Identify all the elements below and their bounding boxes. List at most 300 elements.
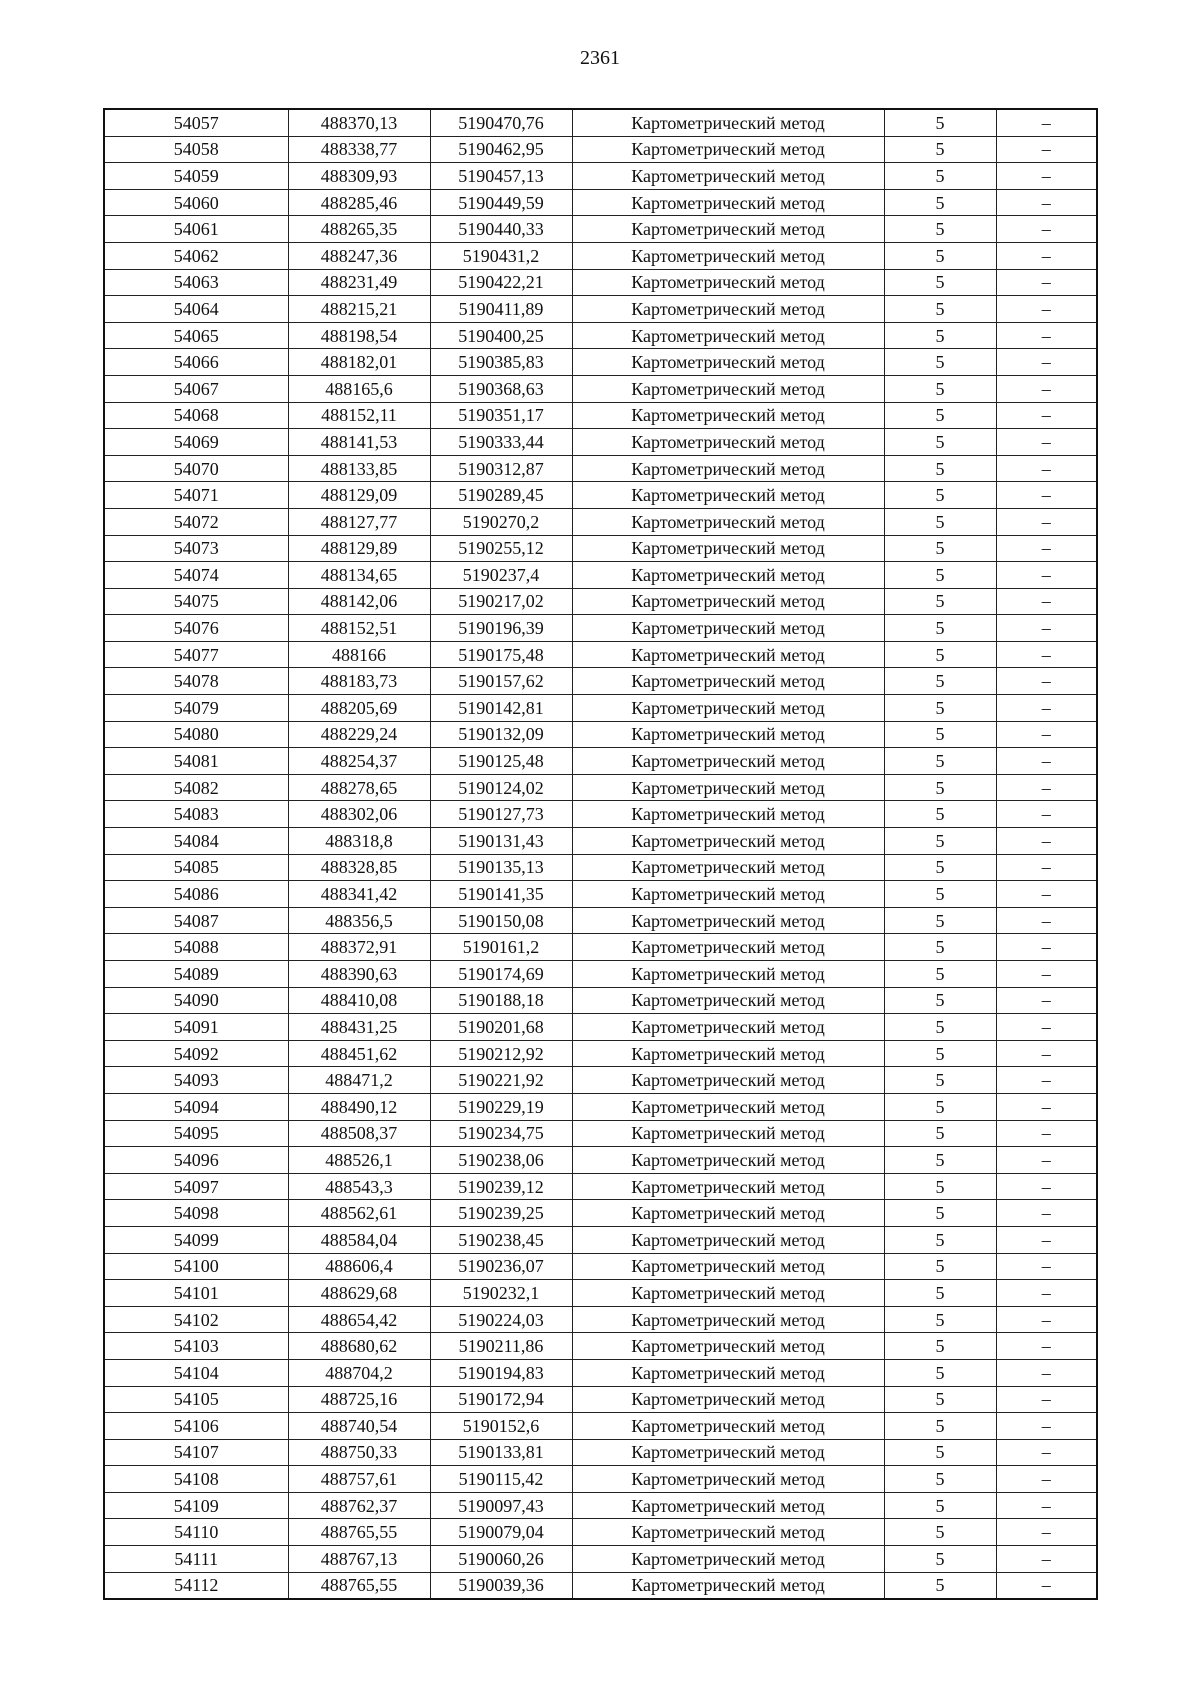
description-cell: – [996,296,1097,323]
description-cell: – [996,269,1097,296]
point-number-cell: 54096 [104,1147,288,1174]
y-coordinate-cell: 5190152,6 [430,1413,572,1440]
description-cell: – [996,189,1097,216]
description-cell: – [996,429,1097,456]
table-row [104,1466,1097,1493]
method-cell: Картометрический метод [572,136,884,163]
accuracy-cell: 5 [884,1280,996,1307]
y-coordinate-cell: 5190188,18 [430,987,572,1014]
point-number-cell: 54094 [104,1093,288,1120]
x-coordinate-cell: 488431,25 [288,1014,430,1041]
point-number-cell: 54070 [104,455,288,482]
method-cell: Картометрический метод [572,1093,884,1120]
y-coordinate-cell: 5190457,13 [430,163,572,190]
description-cell: – [996,482,1097,509]
y-coordinate-cell: 5190150,08 [430,907,572,934]
y-coordinate-cell: 5190221,92 [430,1067,572,1094]
y-coordinate-cell: 5190141,35 [430,881,572,908]
accuracy-cell: 5 [884,1173,996,1200]
description-cell: – [996,1519,1097,1546]
description-cell: – [996,535,1097,562]
x-coordinate-cell: 488765,55 [288,1572,430,1599]
method-cell: Картометрический метод [572,1120,884,1147]
x-coordinate-cell: 488490,12 [288,1093,430,1120]
description-cell: – [996,1040,1097,1067]
method-cell: Картометрический метод [572,429,884,456]
description-cell: – [996,695,1097,722]
y-coordinate-cell: 5190125,48 [430,748,572,775]
description-cell: – [996,801,1097,828]
description-cell: – [996,1359,1097,1386]
y-coordinate-cell: 5190079,04 [430,1519,572,1546]
y-coordinate-cell: 5190385,83 [430,349,572,376]
description-cell: – [996,1093,1097,1120]
method-cell: Картометрический метод [572,508,884,535]
description-cell: – [996,721,1097,748]
accuracy-cell: 5 [884,588,996,615]
method-cell: Картометрический метод [572,163,884,190]
table-row [104,535,1097,562]
x-coordinate-cell: 488757,61 [288,1466,430,1493]
accuracy-cell: 5 [884,987,996,1014]
method-cell: Картометрический метод [572,1280,884,1307]
accuracy-cell: 5 [884,482,996,509]
accuracy-cell: 5 [884,881,996,908]
x-coordinate-cell: 488654,42 [288,1306,430,1333]
table-row [104,1200,1097,1227]
description-cell: – [996,668,1097,695]
y-coordinate-cell: 5190312,87 [430,455,572,482]
method-cell: Картометрический метод [572,961,884,988]
accuracy-cell: 5 [884,1040,996,1067]
coordinates-table [103,108,1098,1600]
point-number-cell: 54073 [104,535,288,562]
description-cell: – [996,1253,1097,1280]
x-coordinate-cell: 488508,37 [288,1120,430,1147]
y-coordinate-cell: 5190142,81 [430,695,572,722]
x-coordinate-cell: 488725,16 [288,1386,430,1413]
point-number-cell: 54062 [104,242,288,269]
method-cell: Картометрический метод [572,774,884,801]
y-coordinate-cell: 5190440,33 [430,216,572,243]
description-cell: – [996,163,1097,190]
table-row [104,588,1097,615]
point-number-cell: 54103 [104,1333,288,1360]
table-row [104,189,1097,216]
x-coordinate-cell: 488471,2 [288,1067,430,1094]
method-cell: Картометрический метод [572,242,884,269]
x-coordinate-cell: 488133,85 [288,455,430,482]
point-number-cell: 54088 [104,934,288,961]
accuracy-cell: 5 [884,455,996,482]
table-row [104,1492,1097,1519]
y-coordinate-cell: 5190097,43 [430,1492,572,1519]
description-cell: – [996,774,1097,801]
y-coordinate-cell: 5190161,2 [430,934,572,961]
description-cell: – [996,881,1097,908]
point-number-cell: 54104 [104,1359,288,1386]
y-coordinate-cell: 5190127,73 [430,801,572,828]
x-coordinate-cell: 488183,73 [288,668,430,695]
method-cell: Картометрический метод [572,349,884,376]
description-cell: – [996,1120,1097,1147]
x-coordinate-cell: 488231,49 [288,269,430,296]
method-cell: Картометрический метод [572,269,884,296]
accuracy-cell: 5 [884,136,996,163]
x-coordinate-cell: 488767,13 [288,1546,430,1573]
description-cell: – [996,242,1097,269]
description-cell: – [996,1386,1097,1413]
table-row [104,1173,1097,1200]
description-cell: – [996,136,1097,163]
point-number-cell: 54077 [104,641,288,668]
method-cell: Картометрический метод [572,1040,884,1067]
y-coordinate-cell: 5190470,76 [430,109,572,136]
description-cell: – [996,375,1097,402]
y-coordinate-cell: 5190201,68 [430,1014,572,1041]
accuracy-cell: 5 [884,1386,996,1413]
point-number-cell: 54057 [104,109,288,136]
description-cell: – [996,216,1097,243]
table-row [104,482,1097,509]
y-coordinate-cell: 5190239,12 [430,1173,572,1200]
accuracy-cell: 5 [884,721,996,748]
description-cell: – [996,1439,1097,1466]
point-number-cell: 54076 [104,615,288,642]
description-cell: – [996,562,1097,589]
table-row [104,402,1097,429]
accuracy-cell: 5 [884,1546,996,1573]
x-coordinate-cell: 488543,3 [288,1173,430,1200]
method-cell: Картометрический метод [572,402,884,429]
table-row [104,668,1097,695]
y-coordinate-cell: 5190175,48 [430,641,572,668]
point-number-cell: 54064 [104,296,288,323]
method-cell: Картометрический метод [572,1067,884,1094]
page-number: 2361 [580,47,620,69]
table-row [104,881,1097,908]
y-coordinate-cell: 5190174,69 [430,961,572,988]
description-cell: – [996,1280,1097,1307]
description-cell: – [996,1226,1097,1253]
description-cell: – [996,615,1097,642]
table-row [104,1572,1097,1599]
y-coordinate-cell: 5190224,03 [430,1306,572,1333]
x-coordinate-cell: 488372,91 [288,934,430,961]
point-number-cell: 54067 [104,375,288,402]
point-number-cell: 54097 [104,1173,288,1200]
table-row [104,136,1097,163]
method-cell: Картометрический метод [572,588,884,615]
description-cell: – [996,641,1097,668]
description-cell: – [996,1466,1097,1493]
accuracy-cell: 5 [884,189,996,216]
accuracy-cell: 5 [884,1572,996,1599]
accuracy-cell: 5 [884,1253,996,1280]
accuracy-cell: 5 [884,1359,996,1386]
accuracy-cell: 5 [884,1519,996,1546]
point-number-cell: 54107 [104,1439,288,1466]
method-cell: Картометрический метод [572,1466,884,1493]
y-coordinate-cell: 5190237,4 [430,562,572,589]
x-coordinate-cell: 488318,8 [288,828,430,855]
y-coordinate-cell: 5190132,09 [430,721,572,748]
method-cell: Картометрический метод [572,641,884,668]
accuracy-cell: 5 [884,163,996,190]
accuracy-cell: 5 [884,1093,996,1120]
point-number-cell: 54091 [104,1014,288,1041]
coordinates-table-body [104,109,1097,1599]
method-cell: Картометрический метод [572,1546,884,1573]
x-coordinate-cell: 488765,55 [288,1519,430,1546]
point-number-cell: 54090 [104,987,288,1014]
method-cell: Картометрический метод [572,482,884,509]
x-coordinate-cell: 488680,62 [288,1333,430,1360]
description-cell: – [996,987,1097,1014]
point-number-cell: 54075 [104,588,288,615]
table-row [104,1014,1097,1041]
point-number-cell: 54083 [104,801,288,828]
y-coordinate-cell: 5190422,21 [430,269,572,296]
method-cell: Картометрический метод [572,801,884,828]
y-coordinate-cell: 5190238,06 [430,1147,572,1174]
point-number-cell: 54066 [104,349,288,376]
table-row [104,774,1097,801]
table-row [104,1359,1097,1386]
description-cell: – [996,1333,1097,1360]
method-cell: Картометрический метод [572,535,884,562]
point-number-cell: 54105 [104,1386,288,1413]
y-coordinate-cell: 5190368,63 [430,375,572,402]
method-cell: Картометрический метод [572,1413,884,1440]
description-cell: – [996,1306,1097,1333]
table-row [104,1093,1097,1120]
table-row [104,1040,1097,1067]
table-row [104,1333,1097,1360]
description-cell: – [996,1200,1097,1227]
x-coordinate-cell: 488129,89 [288,535,430,562]
x-coordinate-cell: 488740,54 [288,1413,430,1440]
x-coordinate-cell: 488356,5 [288,907,430,934]
table-row [104,1386,1097,1413]
x-coordinate-cell: 488762,37 [288,1492,430,1519]
y-coordinate-cell: 5190124,02 [430,774,572,801]
accuracy-cell: 5 [884,109,996,136]
point-number-cell: 54098 [104,1200,288,1227]
x-coordinate-cell: 488229,24 [288,721,430,748]
method-cell: Картометрический метод [572,216,884,243]
point-number-cell: 54087 [104,907,288,934]
method-cell: Картометрический метод [572,1253,884,1280]
table-row [104,641,1097,668]
point-number-cell: 54101 [104,1280,288,1307]
x-coordinate-cell: 488328,85 [288,854,430,881]
accuracy-cell: 5 [884,695,996,722]
description-cell: – [996,854,1097,881]
x-coordinate-cell: 488410,08 [288,987,430,1014]
description-cell: – [996,1147,1097,1174]
table-row [104,429,1097,456]
x-coordinate-cell: 488141,53 [288,429,430,456]
table-row [104,1147,1097,1174]
x-coordinate-cell: 488215,21 [288,296,430,323]
accuracy-cell: 5 [884,508,996,535]
description-cell: – [996,1413,1097,1440]
point-number-cell: 54108 [104,1466,288,1493]
x-coordinate-cell: 488278,65 [288,774,430,801]
description-cell: – [996,1572,1097,1599]
y-coordinate-cell: 5190462,95 [430,136,572,163]
y-coordinate-cell: 5190229,19 [430,1093,572,1120]
point-number-cell: 54085 [104,854,288,881]
y-coordinate-cell: 5190060,26 [430,1546,572,1573]
x-coordinate-cell: 488370,13 [288,109,430,136]
y-coordinate-cell: 5190217,02 [430,588,572,615]
method-cell: Картометрический метод [572,1306,884,1333]
accuracy-cell: 5 [884,1466,996,1493]
point-number-cell: 54111 [104,1546,288,1573]
description-cell: – [996,961,1097,988]
accuracy-cell: 5 [884,296,996,323]
y-coordinate-cell: 5190172,94 [430,1386,572,1413]
method-cell: Картометрический метод [572,748,884,775]
table-row [104,1253,1097,1280]
x-coordinate-cell: 488254,37 [288,748,430,775]
table-row [104,1120,1097,1147]
method-cell: Картометрический метод [572,1492,884,1519]
accuracy-cell: 5 [884,1226,996,1253]
method-cell: Картометрический метод [572,455,884,482]
table-row [104,508,1097,535]
table-row [104,1067,1097,1094]
description-cell: – [996,109,1097,136]
table-row [104,801,1097,828]
description-cell: – [996,907,1097,934]
accuracy-cell: 5 [884,322,996,349]
table-row [104,242,1097,269]
table-row [104,322,1097,349]
point-number-cell: 54068 [104,402,288,429]
table-row [104,1306,1097,1333]
accuracy-cell: 5 [884,269,996,296]
point-number-cell: 54095 [104,1120,288,1147]
x-coordinate-cell: 488205,69 [288,695,430,722]
table-row [104,1546,1097,1573]
table-row [104,349,1097,376]
description-cell: – [996,1014,1097,1041]
accuracy-cell: 5 [884,615,996,642]
accuracy-cell: 5 [884,961,996,988]
y-coordinate-cell: 5190270,2 [430,508,572,535]
method-cell: Картометрический метод [572,1173,884,1200]
point-number-cell: 54072 [104,508,288,535]
x-coordinate-cell: 488198,54 [288,322,430,349]
method-cell: Картометрический метод [572,1226,884,1253]
method-cell: Картометрический метод [572,854,884,881]
table-row [104,961,1097,988]
y-coordinate-cell: 5190039,36 [430,1572,572,1599]
method-cell: Картометрический метод [572,1147,884,1174]
x-coordinate-cell: 488265,35 [288,216,430,243]
y-coordinate-cell: 5190449,59 [430,189,572,216]
y-coordinate-cell: 5190431,2 [430,242,572,269]
point-number-cell: 54110 [104,1519,288,1546]
point-number-cell: 54059 [104,163,288,190]
point-number-cell: 54109 [104,1492,288,1519]
accuracy-cell: 5 [884,562,996,589]
accuracy-cell: 5 [884,1306,996,1333]
method-cell: Картометрический метод [572,1014,884,1041]
y-coordinate-cell: 5190131,43 [430,828,572,855]
table-row [104,216,1097,243]
x-coordinate-cell: 488165,6 [288,375,430,402]
table-row [104,907,1097,934]
table-row [104,1519,1097,1546]
method-cell: Картометрический метод [572,721,884,748]
y-coordinate-cell: 5190115,42 [430,1466,572,1493]
point-number-cell: 54081 [104,748,288,775]
table-row [104,455,1097,482]
accuracy-cell: 5 [884,1200,996,1227]
description-cell: – [996,1546,1097,1573]
y-coordinate-cell: 5190211,86 [430,1333,572,1360]
x-coordinate-cell: 488127,77 [288,508,430,535]
method-cell: Картометрический метод [572,296,884,323]
x-coordinate-cell: 488562,61 [288,1200,430,1227]
method-cell: Картометрический метод [572,1359,884,1386]
y-coordinate-cell: 5190333,44 [430,429,572,456]
description-cell: – [996,349,1097,376]
point-number-cell: 54093 [104,1067,288,1094]
method-cell: Картометрический метод [572,1333,884,1360]
method-cell: Картометрический метод [572,695,884,722]
x-coordinate-cell: 488451,62 [288,1040,430,1067]
method-cell: Картометрический метод [572,562,884,589]
table-row [104,1226,1097,1253]
point-number-cell: 54078 [104,668,288,695]
accuracy-cell: 5 [884,854,996,881]
point-number-cell: 54086 [104,881,288,908]
x-coordinate-cell: 488142,06 [288,588,430,615]
table-row [104,163,1097,190]
accuracy-cell: 5 [884,774,996,801]
point-number-cell: 54082 [104,774,288,801]
method-cell: Картометрический метод [572,189,884,216]
description-cell: – [996,322,1097,349]
y-coordinate-cell: 5190135,13 [430,854,572,881]
table-row [104,1413,1097,1440]
accuracy-cell: 5 [884,1439,996,1466]
description-cell: – [996,934,1097,961]
point-number-cell: 54074 [104,562,288,589]
y-coordinate-cell: 5190212,92 [430,1040,572,1067]
accuracy-cell: 5 [884,216,996,243]
point-number-cell: 54089 [104,961,288,988]
method-cell: Картометрический метод [572,615,884,642]
accuracy-cell: 5 [884,375,996,402]
point-number-cell: 54106 [104,1413,288,1440]
description-cell: – [996,588,1097,615]
x-coordinate-cell: 488309,93 [288,163,430,190]
y-coordinate-cell: 5190196,39 [430,615,572,642]
table-row [104,615,1097,642]
description-cell: – [996,402,1097,429]
accuracy-cell: 5 [884,1120,996,1147]
x-coordinate-cell: 488182,01 [288,349,430,376]
accuracy-cell: 5 [884,1014,996,1041]
point-number-cell: 54112 [104,1572,288,1599]
accuracy-cell: 5 [884,641,996,668]
